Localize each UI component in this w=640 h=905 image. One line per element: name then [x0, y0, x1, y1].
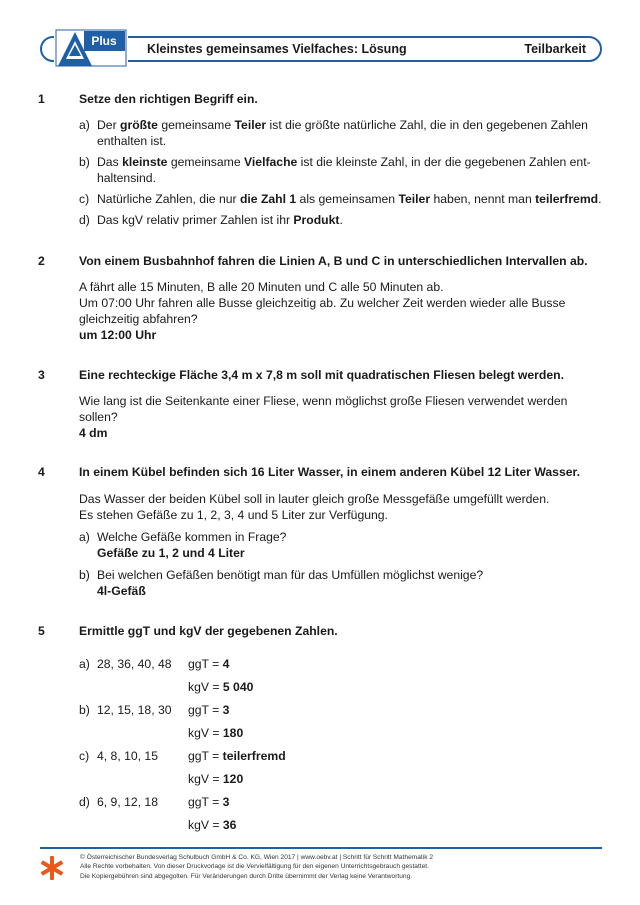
- question-number: 1: [38, 92, 45, 106]
- kgv-result: kgV = 5 040: [188, 680, 254, 694]
- ggt-result: ggT = teilerfremd: [188, 749, 286, 763]
- item-text: Bei welchen Gefäßen benötigt man für das Umfüllen möglichst wenige?: [97, 568, 484, 582]
- ggt-result: ggT = 3: [188, 703, 230, 717]
- publisher-logo: [40, 855, 64, 881]
- answer: 4l-Gefäß: [97, 584, 146, 598]
- question-number: 2: [38, 254, 45, 268]
- question-number: 4: [38, 465, 45, 479]
- row-letter: b): [79, 703, 90, 717]
- question-number: 3: [38, 368, 45, 382]
- text-line: Wie lang ist die Seitenkante einer Fliese, wenn möglichst große Fliesen verwendet werden: [79, 394, 568, 408]
- question-title: In einem Kübel befinden sich 16 Liter Wasser, in einem anderen Kübel 12 Liter Wasser.: [79, 465, 580, 479]
- item-text: Der größte gemeinsame Teiler ist die größte natürliche Zahl, die in den gegebenen Zahlen enthalten ist.: [97, 118, 588, 148]
- answer: Gefäße zu 1, 2 und 4 Liter: [97, 546, 245, 560]
- item-text: Welche Gefäße kommen in Frage?: [97, 530, 287, 544]
- question-title: Eine rechteckige Fläche 3,4 m x 7,8 m soll mit quadratischen Fliesen belegt werden.: [79, 368, 564, 382]
- text-line: gleichzeitig abfahren?: [79, 312, 198, 326]
- item-letter: b): [79, 568, 90, 582]
- row-letter: a): [79, 657, 90, 671]
- row-numbers: 12, 15, 18, 30: [97, 703, 172, 717]
- plus-logo: [54, 28, 128, 68]
- row-numbers: 6, 9, 12, 18: [97, 795, 158, 809]
- question-number: 5: [38, 624, 45, 638]
- question-title: Von einem Busbahnhof fahren die Linien A, B und C in unterschiedlichen Intervallen ab.: [79, 254, 588, 268]
- text-line: Das Wasser der beiden Kübel soll in lauter gleich große Messgefäße umgefüllt werden.: [79, 492, 550, 506]
- item-letter: a): [79, 530, 90, 544]
- answer: 4 dm: [79, 426, 108, 440]
- text-line: Es stehen Gefäße zu 1, 2, 3, 4 und 5 Liter zur Verfügung.: [79, 508, 388, 522]
- logo-text: Plus: [91, 34, 117, 48]
- text-line: Um 07:00 Uhr fahren alle Busse gleichzeitig ab. Zu welcher Zeit werden wieder alle Busse: [79, 296, 566, 310]
- item-letter: b): [79, 155, 90, 169]
- kgv-result: kgV = 120: [188, 772, 244, 786]
- footer-divider: [40, 847, 602, 849]
- kgv-result: kgV = 36: [188, 818, 237, 832]
- kgv-result: kgV = 180: [188, 726, 244, 740]
- row-letter: c): [79, 749, 90, 763]
- item-text: Das kleinste gemeinsame Vielfache ist die kleinste Zahl, in der die gegebenen Zahlen ent-haltensind.: [97, 155, 591, 185]
- item-letter: c): [79, 192, 90, 206]
- footer-text: © Österreichischer Bundesverlag Schulbuch GmbH & Co. KG, Wien 2017 | www.oebv.at | Schritt für Schritt Mathematik 2 Alle Rechte vorbehalten. Von dieser Druckvorlage ist die Vervielfältigung für den eigenen Unterrichtsgebrauch gestattet. Die Kopiergebühren sind abgegolten. Für Veränderungen durch Dritte übernimmt der Verlag keine Verantwortung.: [80, 854, 434, 880]
- question-title: Ermittle ggT und kgV der gegebenen Zahlen.: [79, 624, 338, 638]
- question-title: Setze den richtigen Begriff ein.: [79, 92, 258, 106]
- row-numbers: 4, 8, 10, 15: [97, 749, 158, 763]
- topic-label: Teilbarkeit: [524, 42, 586, 56]
- row-letter: d): [79, 795, 90, 809]
- item-text: Natürliche Zahlen, die nur die Zahl 1 als gemeinsamen Teiler haben, nennt man teilerfremd.: [97, 192, 602, 206]
- page-title: Kleinstes gemeinsames Vielfaches: Lösung: [147, 42, 407, 56]
- ggt-result: ggT = 4: [188, 657, 230, 671]
- ggt-result: ggT = 3: [188, 795, 230, 809]
- item-letter: a): [79, 118, 90, 132]
- text-line: A fährt alle 15 Minuten, B alle 20 Minuten und C alle 50 Minuten ab.: [79, 280, 444, 294]
- row-numbers: 28, 36, 40, 48: [97, 657, 172, 671]
- item-text: Das kgV relativ primer Zahlen ist ihr Produkt.: [97, 213, 343, 227]
- item-letter: d): [79, 213, 90, 227]
- answer: um 12:00 Uhr: [79, 328, 157, 342]
- text-line: sollen?: [79, 410, 118, 424]
